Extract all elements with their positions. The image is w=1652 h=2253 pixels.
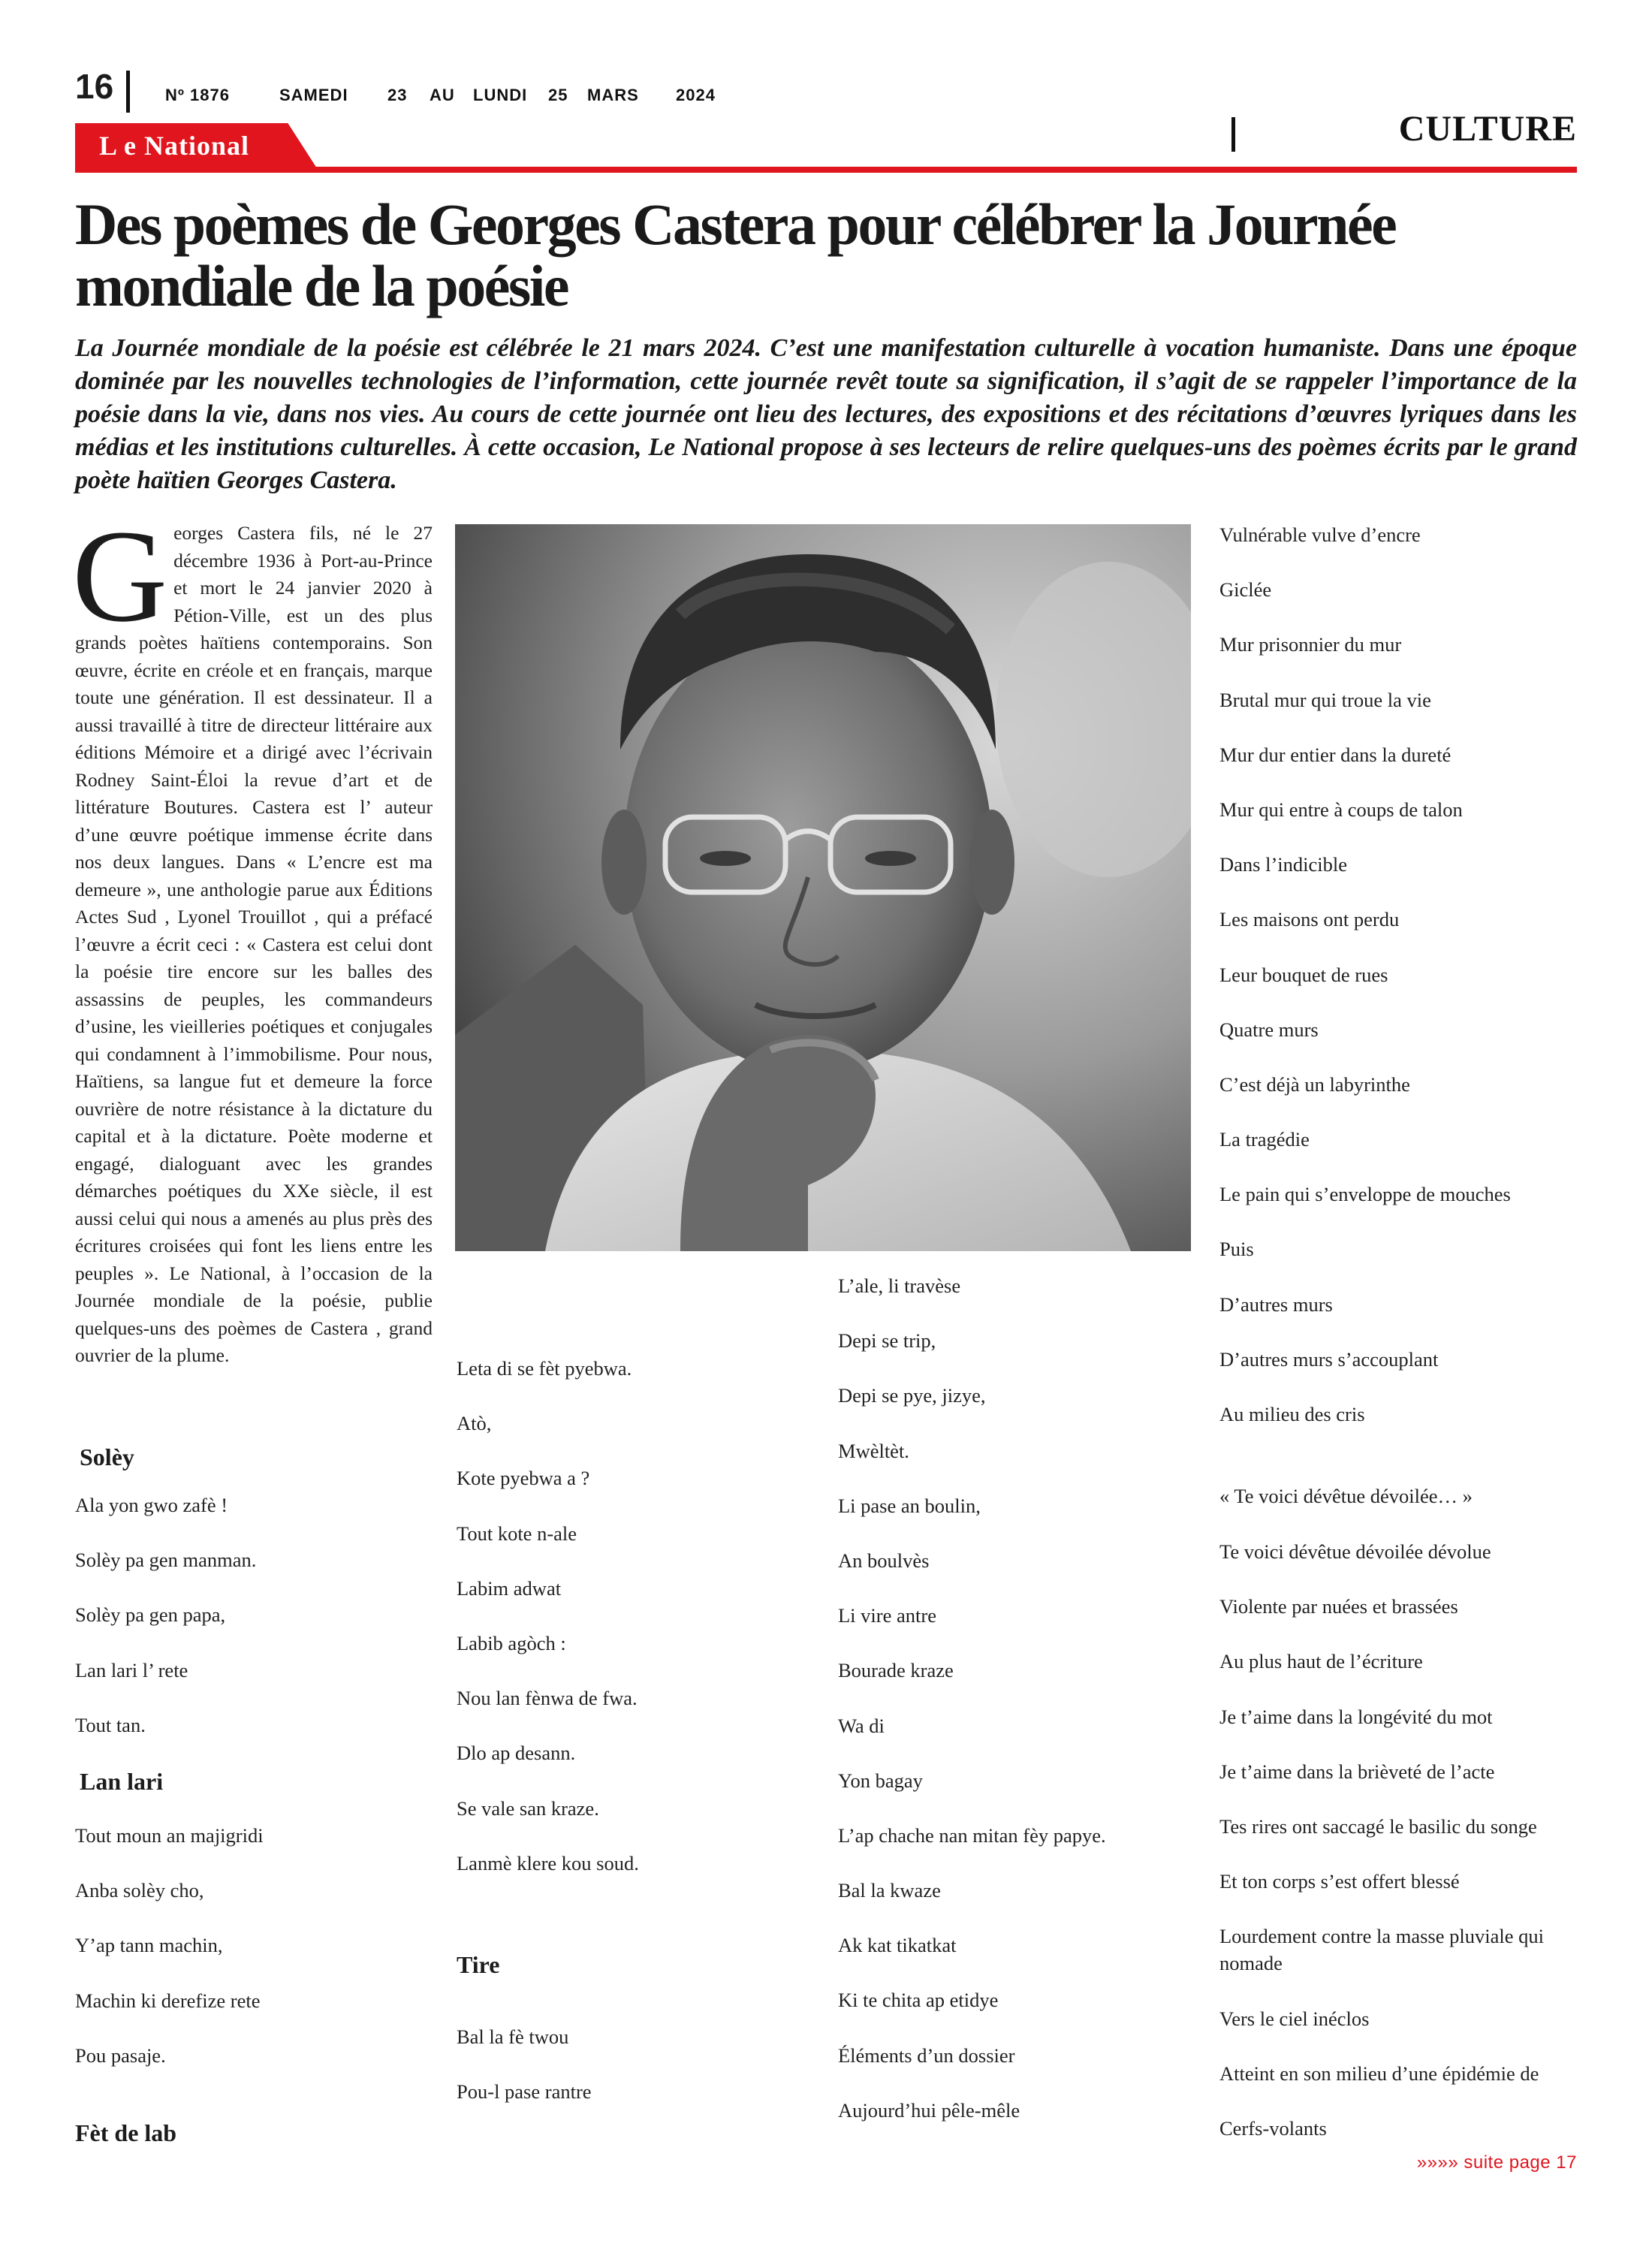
poem-title-tire: Tire [457,1951,500,1978]
poem-line: Solèy pa gen manman. [75,1549,257,1572]
poem-line: Li pase an boulin, [838,1494,981,1517]
poem-line: Lanmè klere kou soud. [457,1851,639,1874]
poem-line: Et ton corps s’est offert blessé [1219,1870,1460,1893]
poem-line: Le pain qui s’enveloppe de mouches [1219,1183,1511,1206]
poem-line: La tragédie [1219,1128,1310,1151]
poem-line: Depi se pye, jizye, [838,1384,986,1407]
poem-line: Yon bagay [838,1769,923,1792]
poem-line: Cerfs-volants [1219,2117,1327,2140]
poem-line: Les maisons ont perdu [1219,908,1400,931]
poem-line: C’est déjà un labyrinthe [1219,1072,1410,1096]
poem-line: Vulnérable vulve d’encre [1219,523,1421,546]
section-divider [1231,117,1235,152]
poem-line: Leta di se fèt pyebwa. [457,1357,632,1380]
poem-line: Je t’aime dans la longévité du mot [1219,1705,1493,1728]
poem-line: Depi se trip, [838,1329,936,1353]
issue-day-start: SAMEDI [279,86,348,104]
poem-line: D’autres murs s’accouplant [1219,1347,1439,1371]
issue-date-end: 25 [548,86,568,104]
poem-devetue-verses-b [1219,2005,1539,2170]
poem-line: An boulvès [838,1549,930,1572]
intro-text: eorges Castera fils, né le 27 décembre 1936 à Port-au-Prince et mort le 24 janvier 2020 à Pétion-Ville, est un des plus grands poètes haïtiens contemporains. Son œuvre, écrite en créole et en français, marque toute une génération. Il est dessinateur. Il a aussi travaillé à titre de directeur littéraire aux éditions Mémoire et a dirigé avec l’écrivain Rodney Saint-Éloi la revue d’art et de littérature Boutures. Castera est l’ auteur d’une œuvre poétique immense écrite dans nos deux langues. Dans « L’encre est ma demeure », une anthologie parue aux Éditions Actes Sud , Lyonel Trouillot , qui a préfacé l’œuvre a écrit ceci : « Castera est celui dont la poésie tire encore sur les balles des assassins de peuples, les commandeurs d’usine, les vieilleries poétiques et conjugales qui condamnent à l’immobilisme. Pour nous, Haïtiens, sa langue fut et demeure la force ouvrière de notre résistance à la dictature du capital et à la dictature. Poète moderne et engagé, dialoguant avec les grandes démarches poétiques du XXe siècle, il est aussi celui qui nous a amenés au plus près des écritures croisées qui font les liens entre les peuples ». Le National, à l’occasion de la Journée mondiale de la poésie, publie quelques-uns des poèmes de Castera , grand ouvrier de la plume. [75,522,433,1366]
poem-tire-verses-a [457,2023,592,2133]
page-number-divider [126,71,130,113]
article-standfirst: La Journée mondiale de la poésie est célébrée le 21 mars 2024. C’est une manifestation culturelle à vocation humaniste. Dans une époque dominée par les nouvelles technologies de l’information, cette journée revêt toute sa signification, il s’agit de se rappeler l’importance de la poésie dans la vie, dans nos vies. Au cours de cette journée ont lieu des lectures, des expositions et des récitations d’œuvres lyriques dans les médias et les institutions culturelles. À cette occasion, Le National propose à ses lecteurs de relire quelques-uns des poèmes écrits par le grand poète haïtien Georges Castera. [75,334,1577,494]
poem-line: Y’ap tann machin, [75,1934,223,1957]
poem-line: Vers le ciel inéclos [1219,2007,1370,2030]
poem-lan-lari-verses [75,1822,264,2097]
portrait-illustration [455,524,1191,1251]
poem-title-lan-lari: Lan lari [80,1768,164,1795]
issue-year: 2024 [676,86,716,104]
poem-line: Bal la kwaze [838,1879,941,1902]
poem-line: Quatre murs [1219,1018,1319,1041]
poem-tire-verses-b [838,1272,1106,2152]
poem-line-wrapped: Lourdement contre la masse pluviale qui nomade [1219,1925,1544,1974]
poem-line: L’ale, li travèse [838,1274,961,1297]
poem-line: Puis [1219,1238,1254,1261]
poem-line: Atò, [457,1412,492,1435]
section-label: CULTURE [1398,109,1577,149]
poem-title-soley: Solèy [80,1443,134,1470]
poem-line: Pou pasaje. [75,2043,166,2067]
poem-line: Te voici dévêtue dévoilée dévolue [1219,1540,1491,1563]
poem-line: Tout kote n-ale [457,1522,577,1545]
poem-line: Atteint en son milieu d’une épidémie de [1219,2062,1539,2086]
poem-line: Au milieu des cris [1219,1403,1365,1425]
poem-devetue-verses-a [1219,1538,1537,1923]
portrait-photo [455,524,1191,1251]
continued-on-page-link[interactable]: »»»» suite page 17 [1416,2152,1577,2173]
poem-line: Mwèltèt. [838,1439,909,1462]
poem-line: Anba solèy cho, [75,1879,204,1902]
poem-line: Pou-l pase rantre [457,2080,592,2104]
poem-line: Kote pyebwa a ? [457,1467,590,1490]
poem-line: Giclée [1219,578,1272,602]
page-number: 16 [75,67,114,106]
poem-title-devetue: « Te voici dévêtue dévoilée… » [1219,1485,1473,1507]
issue-number: Nº 1876 [165,86,230,104]
article-headline: Des poèmes de Georges Castera pour célébrer la Journée mondiale de la poésie [75,192,1396,318]
issue-date-start: 23 [387,86,408,104]
poem-line: Labib agòch : [457,1631,566,1654]
poem-line: Éléments d’un dossier [838,2043,1015,2067]
poem-line: Tes rires ont saccagé le basilic du songe [1219,1814,1537,1838]
poem-line: Bourade kraze [838,1659,954,1682]
poem-fet-de-lab-verses [457,1355,639,1905]
poem-line: Solèy pa gen papa, [75,1603,226,1627]
poem-line: Leur bouquet de rues [1219,963,1388,986]
poem-line: Nou lan fènwa de fwa. [457,1687,638,1710]
poem-line: Violente par nuées et brassées [1219,1595,1458,1618]
issue-month: MARS [587,86,639,104]
issue-date-au: AU [430,86,455,104]
poem-line: Ala yon gwo zafè ! [75,1494,228,1516]
poem-soley-verses [75,1491,256,1766]
poem-line: Mur prisonnier du mur [1219,633,1402,656]
poem-line: Tout tan. [75,1713,146,1736]
poem-line: Dans l’indicible [1219,853,1347,876]
brand-logo-text: L e National [99,131,250,161]
poem-line: Ak kat tikatkat [838,1934,957,1957]
poem-line: Bal la fè twou [457,2025,569,2048]
issue-day-end: LUNDI [473,86,528,104]
poem-line: Lan lari l’ rete [75,1658,188,1681]
poem-line: D’autres murs [1219,1292,1333,1316]
poem-line: Machin ki derefize rete [75,1989,261,2012]
poem-line: Ki te chita ap etidye [838,1989,999,2012]
poem-line: Tout moun an majigridi [75,1824,264,1847]
poem-mur-verses [1219,521,1511,1455]
poem-line: Li vire antre [838,1604,936,1627]
poem-line: Wa di [838,1714,885,1737]
poem-line: L’ap chache nan mitan fèy papye. [838,1823,1106,1847]
poem-line: Brutal mur qui troue la vie [1219,688,1431,711]
poem-title-fet-de-lab: Fèt de lab [75,2119,177,2146]
poem-line: Labim adwat [457,1576,562,1600]
poem-line: Je t’aime dans la brièveté de l’acte [1219,1760,1495,1783]
poem-line: Se vale san kraze. [457,1796,599,1820]
drop-cap: G [72,503,168,650]
article-intro [72,503,433,1370]
poem-line: Mur dur entier dans la dureté [1219,743,1452,766]
poem-line: Au plus haut de l’écriture [1219,1650,1423,1673]
poem-line: Mur qui entre à coups de talon [1219,798,1463,821]
poem-line: Aujourd’hui pêle-mêle [838,2098,1020,2122]
header-rule [75,167,1577,173]
poem-line: Dlo ap desann. [457,1742,576,1765]
